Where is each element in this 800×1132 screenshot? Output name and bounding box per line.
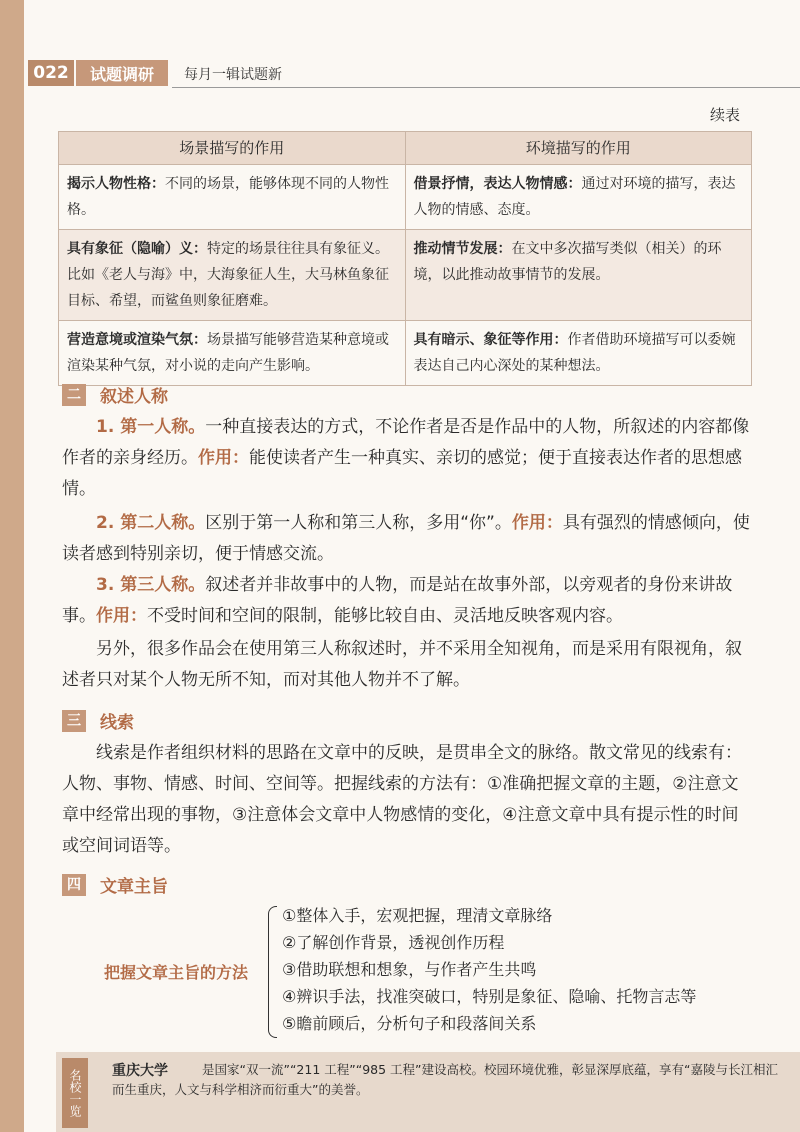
cell-text: 特定的场景往往具有象征义。比如《老人与海》中，大海象征人生，大马林鱼象征目标、希望，而鲨鱼则象征磨难。 <box>67 241 389 309</box>
para-label: 3. 第三人称。 <box>96 575 206 595</box>
paragraph-limited-view: 另外，很多作品会在使用第三人称叙述时，并不采用全知视角，而是采用有限视角，叙述者只对某个人物无所不知，而对其他人物并不了解。 <box>62 639 742 690</box>
footer-university: 重庆大学 <box>112 1063 168 1079</box>
para-label: 2. 第二人称。 <box>96 513 206 533</box>
cell-text: 场景描写能够营造某种意境或渲染某种气氛，对小说的走向产生影响。 <box>67 332 389 374</box>
brace-bracket <box>268 906 277 1038</box>
section-badge: 试题调研 <box>76 60 168 86</box>
para-label: 1. 第一人称。 <box>96 417 206 437</box>
cell-term: 借景抒情，表达人物情感： <box>413 176 582 192</box>
table-header: 环境描写的作用 <box>405 132 752 165</box>
table-cell <box>405 321 752 386</box>
list-item: ③借助联想和想象，与作者产生共鸣 <box>282 960 537 979</box>
cell-text: 通过对环境的描写，表达人物的情感、态度。 <box>413 176 736 218</box>
page-edge-bar <box>0 0 24 1132</box>
role-text: 具有强烈的情感倾向，使读者感到特别亲切，便于情感交流。 <box>62 513 750 564</box>
section-heading-four <box>62 872 168 897</box>
role-label: 作用： <box>511 513 563 533</box>
paragraph-third-person <box>62 570 752 632</box>
cell-term: 揭示人物性格： <box>67 176 165 192</box>
table-cell <box>59 230 406 321</box>
table-header: 场景描写的作用 <box>59 132 406 165</box>
cell-text: 不同的场景，能够体现不同的人物性格。 <box>67 176 389 218</box>
para-text: 叙述者并非故事中的人物，而是站在故事外部，以旁观者的身份来讲故事。 <box>62 575 733 626</box>
section-number: 四 <box>62 874 86 896</box>
section-title: 线索 <box>100 713 134 733</box>
section-heading-three <box>62 708 134 733</box>
method-label: 把握文章主旨的方法 <box>104 963 249 982</box>
page-header <box>24 58 800 88</box>
section-number: 三 <box>62 710 86 732</box>
table-row <box>59 165 752 230</box>
continued-label: 续表 <box>709 106 740 124</box>
para-text: 区别于第一人称和第三人称，多用“你”。 <box>205 513 512 533</box>
header-divider <box>172 87 800 88</box>
section-number: 二 <box>62 384 86 406</box>
list-item: ②了解创作背景，透视创作历程 <box>282 933 505 952</box>
table-header-row <box>59 132 752 165</box>
cell-term: 具有象征（隐喻）义： <box>67 241 207 257</box>
footer-tag: 名校一览 <box>62 1058 88 1128</box>
table-cell <box>405 165 752 230</box>
paragraph-second-person <box>62 508 752 570</box>
method-list <box>282 902 696 1037</box>
header-subtitle: 每月一辑试题新 <box>184 67 282 83</box>
description-table <box>58 131 752 386</box>
cell-term: 营造意境或渲染气氛： <box>67 332 207 348</box>
section-title: 叙述人称 <box>100 387 168 407</box>
section-heading-two <box>62 382 168 407</box>
footer-box <box>56 1052 800 1132</box>
role-label: 作用： <box>198 448 249 468</box>
role-text: 不受时间和空间的限制，能够比较自由、灵活地反映客观内容。 <box>147 606 623 626</box>
table-cell <box>59 165 406 230</box>
table-row <box>59 230 752 321</box>
role-label: 作用： <box>96 606 147 626</box>
section-title: 文章主旨 <box>100 877 168 897</box>
cell-text: 作者借助环境描写可以委婉表达自己内心深处的某种想法。 <box>413 332 736 374</box>
list-item: ⑤瞻前顾后，分析句子和段落间关系 <box>282 1014 537 1033</box>
role-text: 能使读者产生一种真实、亲切的感觉；便于直接表达作者的思想感情。 <box>62 448 742 499</box>
paragraph-first-person <box>62 412 752 505</box>
footer-text: 是国家“双一流”“211 工程”“985 工程”建设高校。校园环境优雅，彰显深厚底蕴，享有“嘉陵与长江相汇而生重庆，人文与科学相济而衍重大”的美誉。 <box>112 1062 778 1097</box>
cell-term: 推动情节发展： <box>413 241 512 257</box>
cell-term: 具有暗示、象征等作用： <box>413 332 568 348</box>
list-item: ④辨识手法，找准突破口，特别是象征、隐喻、托物言志等 <box>282 987 697 1006</box>
para-text: 一种直接表达的方式，不论作者是否是作品中的人物，所叙述的内容都像作者的亲身经历。 <box>62 417 750 468</box>
paragraph-clues: 线索是作者组织材料的思路在文章中的反映，是贯串全文的脉络。散文常见的线索有：人物、事物、情感、时间、空间等。把握线索的方法有：①准确把握文章的主题，②注意文章中经常出现的事物，③注意体会文章中人物感情的变化，④注意文章中具有提示性的时间或空间词语等。 <box>62 743 742 856</box>
cell-text: 在文中多次描写类似（相关）的环境，以此推动故事情节的发展。 <box>413 241 722 283</box>
table-row <box>59 321 752 386</box>
table-cell <box>405 230 752 321</box>
list-item: ①整体入手，宏观把握，理清文章脉络 <box>282 906 553 925</box>
page-number: 022 <box>28 60 74 86</box>
table-cell <box>59 321 406 386</box>
